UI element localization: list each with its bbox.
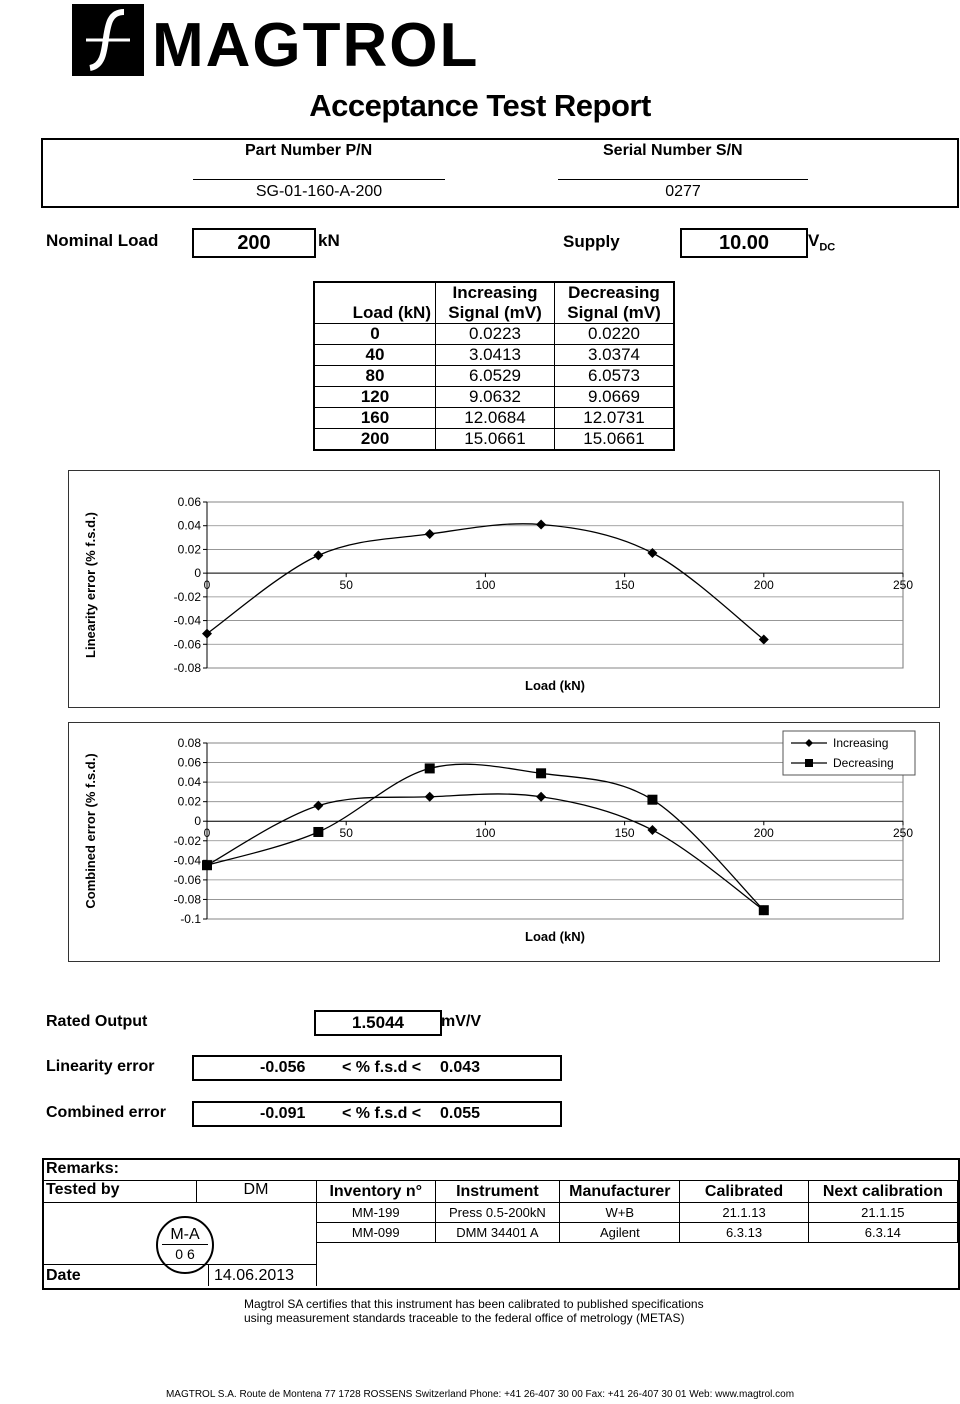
date-rule <box>44 1264 316 1265</box>
col-header-increasing-line2: Signal (mV) <box>448 303 542 322</box>
y-axis-title: Combined error (% f.s.d.) <box>83 753 98 909</box>
combined-error-label: Combined error <box>46 1104 167 1121</box>
increasing-cell: 3.0413 <box>436 345 555 366</box>
stamp-bottom-text: 0 6 <box>175 1246 195 1262</box>
increasing-cell: 15.0661 <box>436 429 555 451</box>
linearity-error-max: 0.043 <box>440 1059 481 1076</box>
col-header-load <box>314 282 436 324</box>
load-cell: 0 <box>314 324 436 345</box>
decreasing-cell: 15.0661 <box>555 429 675 451</box>
remarks-label: Remarks: <box>46 1160 119 1177</box>
data-point-square <box>313 827 323 837</box>
increasing-cell: 6.0529 <box>436 366 555 387</box>
legend-marker-square <box>805 759 813 767</box>
load-cell: 160 <box>314 408 436 429</box>
instrument-row <box>317 1223 958 1243</box>
instrument-cell: 6.3.13 <box>680 1223 808 1243</box>
plot-area <box>207 502 903 668</box>
y-tick-label: -0.04 <box>173 613 201 628</box>
nominal-load-box <box>192 228 316 258</box>
x-axis-title: Load (kN) <box>525 929 585 944</box>
legend-label: Decreasing <box>833 756 894 770</box>
serial-number-value: 0277 <box>665 183 701 200</box>
nominal-load-label: Nominal Load <box>46 231 159 250</box>
certification-line-1: Magtrol SA certifies that this instrument has been calibrated to published specifications <box>244 1297 704 1311</box>
instruments-col-header: Next calibration <box>808 1181 957 1203</box>
y-tick-label: -0.06 <box>173 637 201 652</box>
linearity-chart <box>68 470 940 708</box>
x-tick-label: 250 <box>892 826 914 841</box>
instruments-col-header: Inventory n° <box>317 1181 436 1203</box>
col-header-decreasing-line2: Signal (mV) <box>567 303 661 322</box>
serial-number-label: Serial Number S/N <box>603 142 743 159</box>
instrument-cell: 21.1.15 <box>808 1203 957 1223</box>
serial-number-rule <box>558 179 808 180</box>
data-point-square <box>536 768 546 778</box>
part-number-value: SG-01-160-A-200 <box>255 183 383 200</box>
measurement-table-wrap <box>313 281 675 451</box>
date-value: 14.06.2013 <box>214 1267 295 1284</box>
supply-value: 10.00 <box>718 232 770 254</box>
nominal-load-unit: kN <box>318 231 340 250</box>
instrument-cell: 21.1.13 <box>680 1203 808 1223</box>
y-tick-label: 0.06 <box>177 495 201 509</box>
nominal-load-value: 200 <box>237 232 271 254</box>
linearity-error-mid: < % f.s.d < <box>342 1059 422 1076</box>
y-tick-label: -0.08 <box>173 892 201 907</box>
x-tick-label: 100 <box>475 578 496 593</box>
decreasing-cell: 9.0669 <box>555 387 675 408</box>
instruments-col-header: Manufacturer <box>560 1181 680 1203</box>
table-row <box>314 345 674 366</box>
linearity-chart-svg <box>69 471 939 707</box>
combined-error-max: 0.055 <box>440 1105 481 1122</box>
remarks-block <box>42 1158 960 1290</box>
instrument-cell: Press 0.5-200kN <box>435 1203 560 1223</box>
brand-text: MAGTROL <box>152 11 480 76</box>
y-tick-label: 0.02 <box>177 542 201 557</box>
col-header-increasing-line1: Increasing <box>452 283 538 302</box>
decreasing-cell: 0.0220 <box>555 324 675 345</box>
measurement-table <box>313 281 675 451</box>
supply-unit-sub: DC <box>819 241 836 254</box>
increasing-cell: 9.0632 <box>436 387 555 408</box>
table-row <box>314 324 674 345</box>
y-tick-label: 0 <box>194 566 201 581</box>
data-point-square <box>647 795 657 805</box>
load-cell: 200 <box>314 429 436 451</box>
load-cell: 80 <box>314 366 436 387</box>
rated-output-label: Rated Output <box>46 1013 148 1030</box>
supply-box <box>680 228 808 258</box>
y-tick-label: -0.02 <box>173 833 201 848</box>
instruments-col-header: Calibrated <box>680 1181 808 1203</box>
data-point-square <box>759 905 769 915</box>
table-row <box>314 387 674 408</box>
rated-output-unit: mV/V <box>441 1013 482 1030</box>
combined-error-mid: < % f.s.d < <box>342 1105 422 1122</box>
linearity-error-min: -0.056 <box>260 1059 306 1076</box>
y-tick-label: -0.02 <box>173 589 201 604</box>
certification-line-2: using measurement standards traceable to the federal office of metrology (METAS) <box>244 1311 685 1325</box>
instrument-cell: Agilent <box>560 1223 680 1243</box>
load-cell: 40 <box>314 345 436 366</box>
part-number-label: Part Number P/N <box>245 142 373 159</box>
tested-by-label: Tested by <box>46 1181 120 1198</box>
combined-chart-svg <box>69 723 939 961</box>
col-header-decreasing <box>555 282 675 324</box>
part-number-rule <box>193 179 445 180</box>
linearity-error-label: Linearity error <box>46 1058 155 1075</box>
y-tick-label: 0 <box>194 814 201 829</box>
instrument-cell: W+B <box>560 1203 680 1223</box>
combined-error-box <box>192 1101 562 1127</box>
rated-output-box <box>314 1010 442 1036</box>
magtrol-logo <box>72 4 592 76</box>
supply-label: Supply <box>563 232 620 251</box>
table-row <box>314 366 674 387</box>
combined-chart <box>68 722 940 962</box>
x-tick-label: 200 <box>753 578 774 593</box>
page-title: Acceptance Test Report <box>309 88 651 123</box>
certification-text <box>244 1297 704 1325</box>
x-tick-label: 50 <box>339 826 353 841</box>
y-axis-title: Linearity error (% f.s.d.) <box>83 512 98 658</box>
decreasing-cell: 3.0374 <box>555 345 675 366</box>
instrument-cell: DMM 34401 A <box>435 1223 560 1243</box>
magtrol-logo-graphic <box>72 4 592 76</box>
table-row <box>314 408 674 429</box>
x-tick-label: 100 <box>475 826 496 841</box>
legend-label: Increasing <box>833 736 889 750</box>
stamp-top-text: M-A <box>170 1226 200 1243</box>
footer-address: MAGTROL S.A. Route de Montena 77 1728 ROSSENS Switzerland Phone: +41 26-407 30 00 Fax: +41 26-407 30 01 Web: www.magtrol.com <box>165 1389 795 1400</box>
load-cell: 120 <box>314 387 436 408</box>
date-label: Date <box>46 1267 81 1284</box>
x-tick-label: 200 <box>753 826 774 841</box>
y-tick-label: 0.04 <box>177 518 201 533</box>
y-tick-label: -0.04 <box>173 853 201 868</box>
increasing-cell: 0.0223 <box>436 324 555 345</box>
rated-output-value: 1.5044 <box>352 1013 404 1032</box>
decreasing-cell: 12.0731 <box>555 408 675 429</box>
identity-box <box>41 138 959 208</box>
x-tick-label: 50 <box>339 578 353 593</box>
tested-by-row <box>44 1180 316 1202</box>
tested-by-rule <box>44 1202 316 1203</box>
stamp-divider <box>162 1244 208 1245</box>
increasing-cell: 12.0684 <box>436 408 555 429</box>
x-tick-label: 0 <box>203 826 211 841</box>
data-point-square <box>425 763 435 773</box>
x-axis-title: Load (kN) <box>525 678 585 693</box>
supply-unit-main: V <box>808 231 820 250</box>
col-header-decreasing-line1: Decreasing <box>568 283 660 302</box>
col-header-load-line2: Load (kN) <box>352 303 431 322</box>
x-tick-label: 0 <box>203 578 211 593</box>
y-tick-label: -0.08 <box>173 661 201 675</box>
col-header-increasing <box>436 282 555 324</box>
y-tick-label: 0.02 <box>177 794 201 809</box>
y-tick-label: 0.08 <box>177 736 201 750</box>
supply-unit <box>808 231 835 253</box>
y-tick-label: 0.06 <box>177 755 201 770</box>
linearity-error-box <box>192 1055 562 1081</box>
date-divider <box>208 1264 209 1286</box>
instrument-cell: MM-099 <box>317 1223 436 1243</box>
decreasing-cell: 6.0573 <box>555 366 675 387</box>
tested-by-value: DM <box>243 1181 269 1198</box>
instrument-row <box>317 1203 958 1223</box>
x-tick-label: 150 <box>614 826 635 841</box>
inspection-stamp <box>156 1216 214 1274</box>
instruments-table <box>316 1180 958 1243</box>
y-tick-label: -0.06 <box>173 872 201 887</box>
x-tick-label: 150 <box>614 578 635 593</box>
instruments-col-header: Instrument <box>435 1181 560 1203</box>
combined-error-min: -0.091 <box>260 1105 306 1122</box>
instrument-cell: MM-199 <box>317 1203 436 1223</box>
table-row <box>314 429 674 451</box>
y-tick-label: 0.04 <box>177 775 201 790</box>
x-tick-label: 250 <box>892 578 914 593</box>
data-point-square <box>202 860 212 870</box>
instrument-cell: 6.3.14 <box>808 1223 957 1243</box>
y-tick-label: -0.1 <box>180 912 201 926</box>
